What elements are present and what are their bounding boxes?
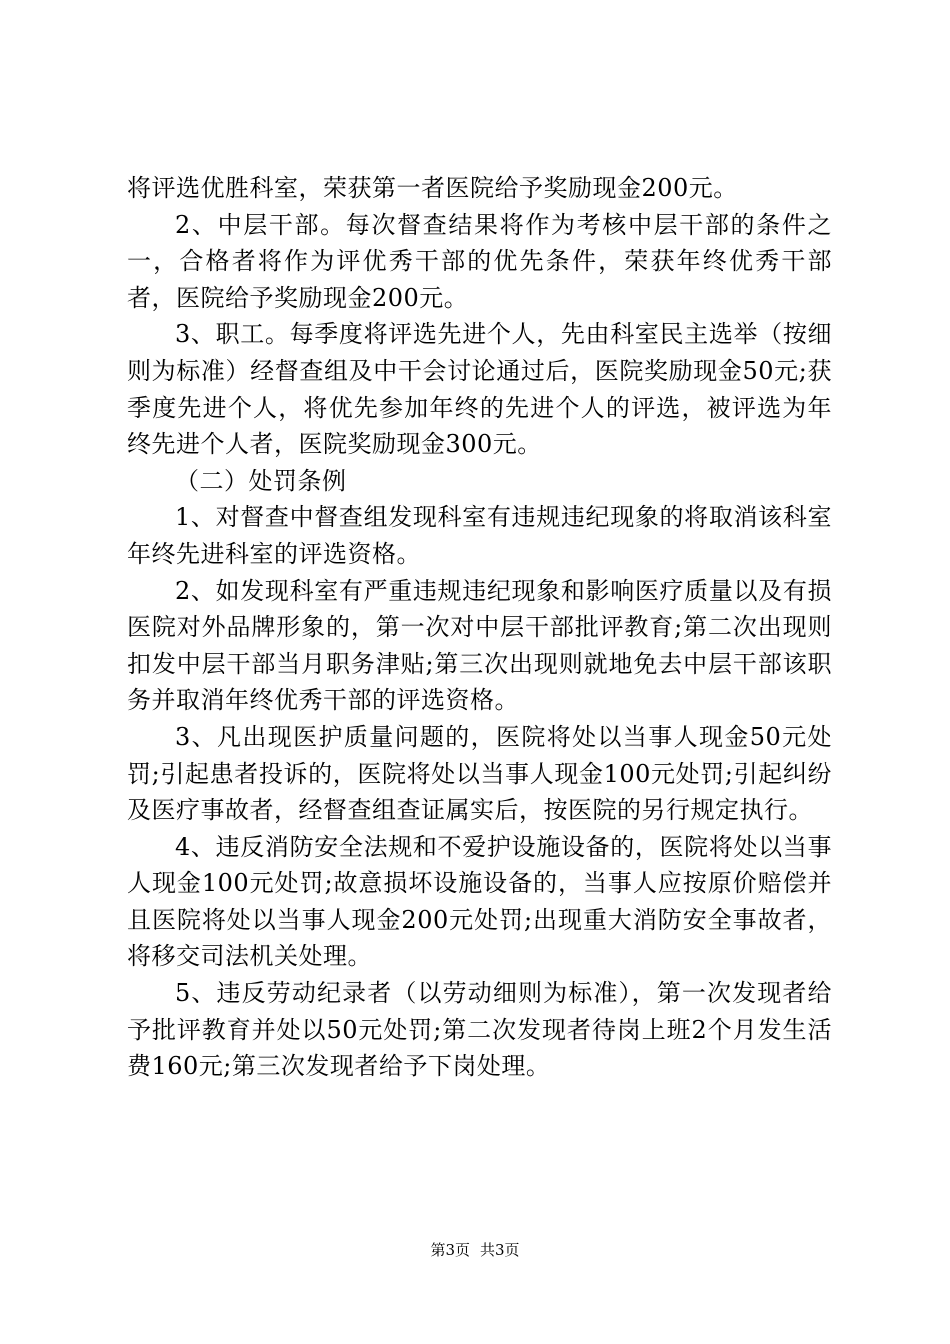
document-body bbox=[127, 170, 832, 1085]
page-footer bbox=[0, 1240, 950, 1260]
section-heading-penalty: （二）处罚条例 bbox=[175, 466, 347, 495]
paragraph-penalty-2: 2、如发现科室有严重违规违纪现象和影响医疗质量以及有损医院对外品牌形象的，第一次对中层干部批评教育;第二次出现则扣发中层干部当月职务津贴;第三次出现则就地免去中层干部该职务并取消年终优秀干部的评选资格。 bbox=[127, 576, 832, 715]
page-total: 共3页 bbox=[480, 1241, 520, 1259]
paragraph-penalty-1: 1、对督查中督查组发现科室有违规违纪现象的将取消该科室年终先进科室的评选资格。 bbox=[127, 503, 832, 568]
paragraph-penalty-5: 5、违反劳动纪录者（以劳动细则为标准），第一次发现者给予批评教育并处以50元处罚;第二次发现者待岗上班2个月发生活费160元;第三次发现者给予下岗处理。 bbox=[127, 979, 832, 1081]
paragraph-reward-middle-managers: 2、中层干部。每次督查结果将作为考核中层干部的条件之一，合格者将作为评优秀干部的优先条件，荣获年终优秀干部者，医院给予奖励现金200元。 bbox=[127, 210, 832, 312]
paragraph-reward-staff: 3、职工。每季度将评选先进个人，先由科室民主选举（按细则为标准）经督查组及中干会讨论通过后，医院奖励现金50元;获季度先进个人，将优先参加年终的先进个人的评选，被评选为年终先进个人者，医院奖励现金300元。 bbox=[127, 320, 832, 459]
paragraph-penalty-3: 3、凡出现医护质量问题的，医院将处以当事人现金50元处罚;引起患者投诉的，医院将处以当事人现金100元处罚;引起纠纷及医疗事故者，经督查组查证属实后，按医院的另行规定执行。 bbox=[127, 722, 832, 825]
paragraph-reward-dept-continued: 将评选优胜科室，荣获第一者医院给予奖励现金200元。 bbox=[127, 174, 738, 202]
paragraph-penalty-4: 4、违反消防安全法规和不爱护设施设备的，医院将处以当事人现金100元处罚;故意损坏设施设备的，当事人应按原价赔偿并且医院将处以当事人现金200元处罚;出现重大消防安全事故者，将移交司法机关处理。 bbox=[127, 832, 832, 971]
page-number: 第3页 bbox=[430, 1241, 470, 1259]
